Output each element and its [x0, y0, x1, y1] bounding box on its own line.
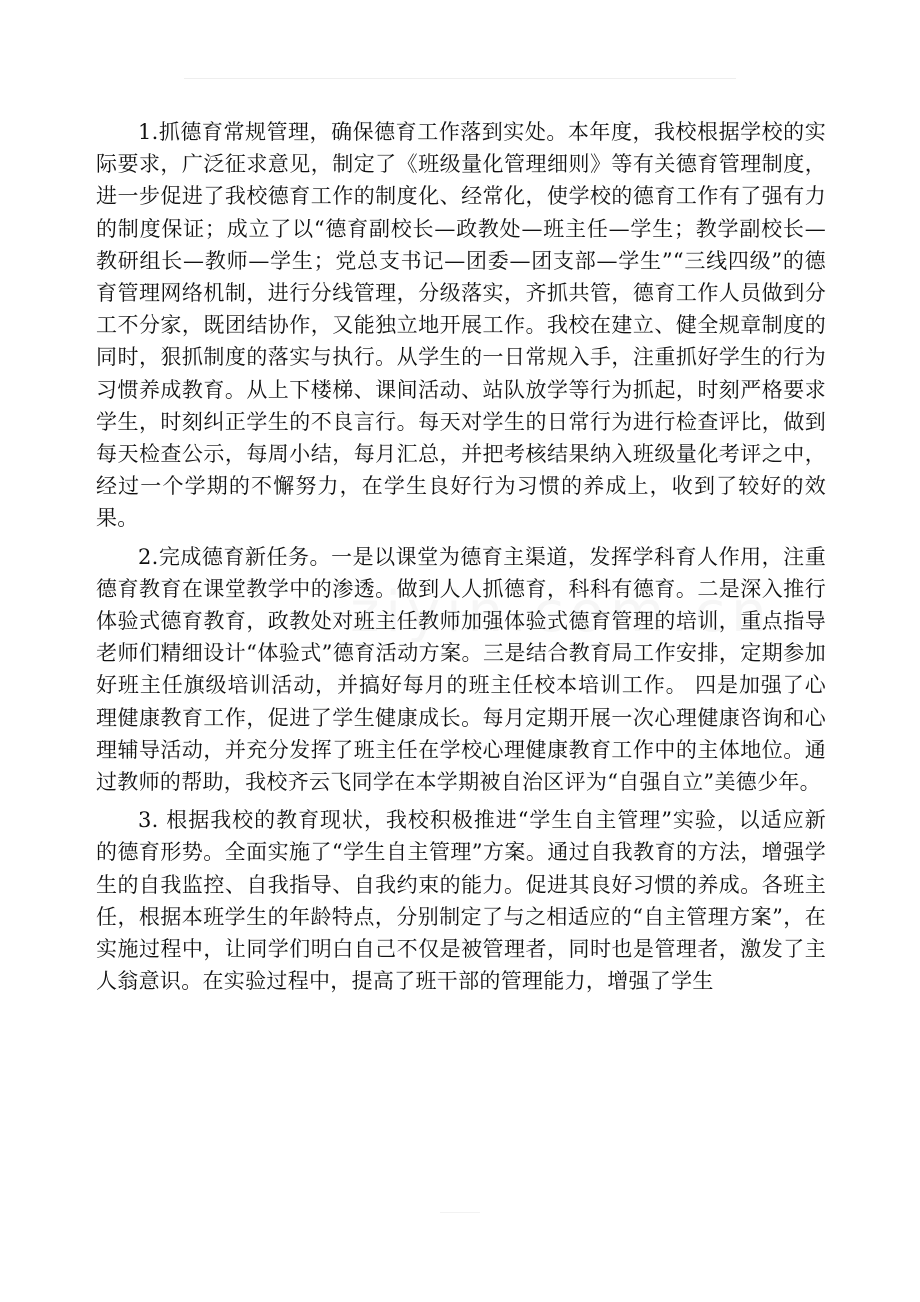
- paragraph-1: 1.抓德育常规管理，确保德育工作落到实处。本年度，我校根据学校的实际要求，广泛征求意见，制定了《班级量化管理细则》等有关德育管理制度，进一步促进了我校德育工作的制度化、经常化，使学校的德育工作有了强有力的制度保证；成立了以“德育副校长—政教处—班主任—学生；教学副校长—教研组长—教师—学生；党总支书记—团委—团支部—学生”“三线四级”的德育管理网络机制，进行分线管理，分级落实，齐抓共管，德育工作人员做到分工不分家，既团结协作，又能独立地开展工作。我校在建立、健全规章制度的同时，狠抓制度的落实与执行。从学生的一日常规入手，注重抓好学生的行为习惯养成教育。从上下楼梯、课间活动、站队放学等行为抓起，时刻严格要求学生，时刻纠正学生的不良言行。每天对学生的日常行为进行检查评比，做到每天检查公示，每周小结，每月汇总，并把考核结果纳入班级量化考评之中，经过一个学期的不懈努力，在学生良好行为习惯的养成上，收到了较好的效果。: [96, 120, 826, 531]
- header-rule: [184, 78, 736, 79]
- paragraph-3: 3. 根据我校的教育现状，我校积极推进“学生自主管理”实验，以适应新的德育形势。全面实施了“学生自主管理”方案。通过自我教育的方法，增强学生的自我监控、自我指导、自我约束的能力。促进其良好习惯的养成。各班主任，根据本班学生的年龄特点，分别制定了与之相适应的“自主管理方案”，在实施过程中，让同学们明白自己不仅是被管理者，同时也是管理者，激发了主人翁意识。在实验过程中，提高了班干部的管理能力，增强了学生: [96, 808, 826, 994]
- paragraph-2: 2.完成德育新任务。一是以课堂为德育主渠道，发挥学科育人作用，注重德育教育在课堂教学中的渗透。做到人人抓德育，科科有德育。二是深入推行体验式德育教育，政教处对班主任教师加强体验式德育管理的培训，重点指导老师们精细设计“体验式”德育活动方案。三是结合教育局工作安排，定期参加好班主任旗级培训活动，并搞好每月的班主任校本培训工作。 四是加强了心理健康教育工作，促进了学生健康成长。每月定期开展一次心理健康咨询和心理辅导活动，并充分发挥了班主任在学校心理健康教育工作中的主体地位。通过教师的帮助，我校齐云飞同学在本学期被自治区评为“自强自立”美德少年。: [96, 544, 826, 795]
- document-body: [96, 116, 826, 1003]
- footer-mark: [440, 1212, 480, 1221]
